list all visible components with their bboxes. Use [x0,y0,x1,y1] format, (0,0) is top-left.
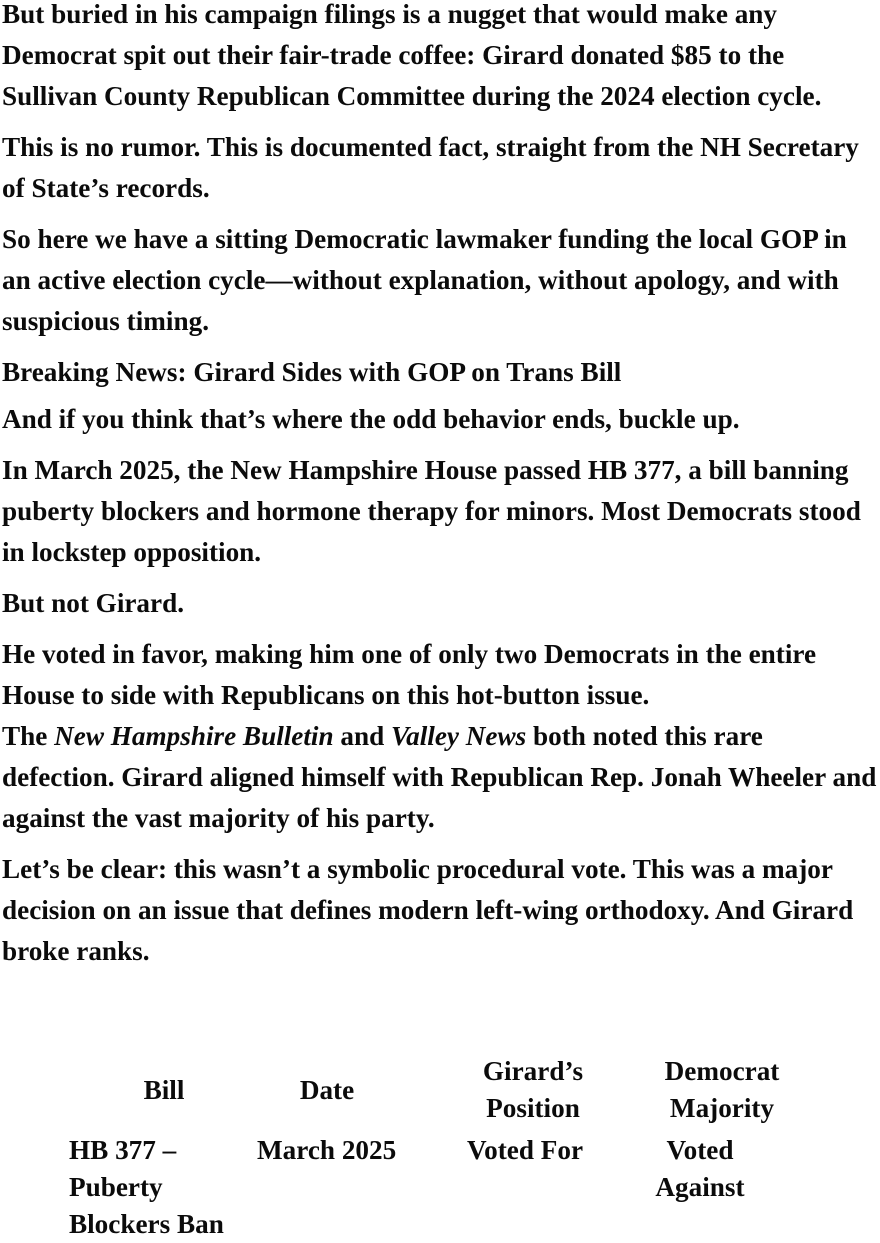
cell-bill-line2: Puberty [69,1172,163,1202]
defection-pre: The [2,721,55,751]
publication-nh-bulletin: New Hampshire Bulletin [54,721,334,751]
cell-majority [620,1132,780,1206]
cell-bill-line1: HB 377 – [69,1135,177,1165]
header-majority [638,1053,806,1127]
defection-mid: and [333,721,392,751]
paragraph-records: This is no rumor. This is documented fact, straight from the NH Secretary of State’s records. [2,132,859,203]
cell-bill-line3: Blockers Ban [69,1209,224,1239]
paragraph-defection [2,716,880,839]
cell-position: Voted For [467,1135,584,1165]
paragraph-donation: But buried in his campaign filings is a nugget that would make any Democrat spit out their fair-trade coffee: Girard donated $85 to the Sullivan County Republican Committee during the 2024 election cycle. [2,0,822,111]
paragraph-hb377: In March 2025, the New Hampshire House passed HB 377, a bill banning puberty blockers and hormone therapy for minors. Most Democrats stood in lockstep opposition. [2,455,861,567]
publication-valley-news: Valley News [391,721,527,751]
header-bill: Bill [143,1075,185,1105]
header-date: Date [299,1075,355,1105]
header-position-line2: Position [486,1093,580,1123]
header-position-line1: Girard’s [482,1056,584,1086]
section-heading: Breaking News: Girard Sides with GOP on Trans Bill [2,357,622,387]
paragraph-not-girard: But not Girard. [2,588,185,618]
cell-date: March 2025 [257,1135,397,1165]
paragraph-conclusion: Let’s be clear: this wasn’t a symbolic procedural vote. This was a major decision on an issue that defines modern left-wing orthodoxy. And Girard broke ranks. [2,854,854,966]
header-majority-line1: Democrat [664,1056,780,1086]
header-majority-line2: Majority [669,1093,775,1123]
header-position [452,1053,614,1127]
cell-majority-line2: Against [655,1172,745,1202]
paragraph-voted-favor: He voted in favor, making him one of only two Democrats in the entire House to side with Republicans on this hot-button issue. [2,639,817,710]
defection-post: both noted this rare defection. Girard aligned himself with Republican Rep. Jonah Wheeler and against the vast majority of his party. [2,721,877,833]
paragraph-odd-behavior: And if you think that’s where the odd behavior ends, buckle up. [2,404,740,434]
article-body [2,0,880,982]
paragraph-funding: So here we have a sitting Democratic lawmaker funding the local GOP in an active election cycle—without explanation, without apology, and with suspicious timing. [2,224,847,336]
cell-majority-line1: Voted [666,1135,734,1165]
cell-bill [69,1132,259,1243]
